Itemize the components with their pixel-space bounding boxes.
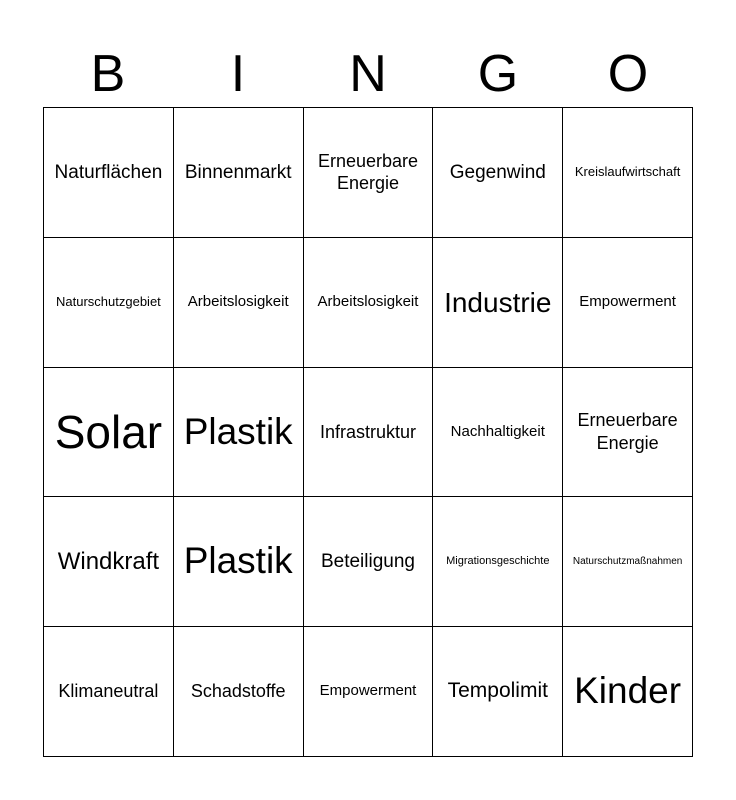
bingo-cell[interactable] [174,238,304,368]
bingo-cell[interactable] [563,497,693,627]
bingo-cell[interactable] [563,238,693,368]
bingo-cell[interactable] [44,108,174,238]
header-letter-i: I [230,45,246,103]
cell-label: Empowerment [579,292,676,310]
bingo-cell[interactable] [44,238,174,368]
bingo-cell[interactable] [174,108,304,238]
cell-label: Arbeitslosigkeit [187,292,289,310]
cell-label: Naturflächen [54,161,163,183]
bingo-cell[interactable] [433,627,563,757]
cell-label: Infrastruktur [319,421,416,442]
bingo-cell[interactable] [304,368,434,498]
bingo-cell[interactable] [44,497,174,627]
cell-label: Erneuerbare Energie [577,410,678,453]
cell-label: Tempolimit [447,679,548,703]
cell-label: Plastik [183,410,293,452]
cell-label: Plastik [183,540,293,582]
bingo-cell[interactable] [563,368,693,498]
cell-label: Empowerment [319,682,417,700]
cell-label: Gegenwind [449,161,546,183]
cell-label: Solar [54,405,163,458]
bingo-cell[interactable] [304,238,434,368]
bingo-grid [43,107,693,757]
bingo-cell[interactable] [304,497,434,627]
cell-label: Schadstoffe [190,681,286,702]
cell-label: Binnenmarkt [184,161,292,183]
bingo-cell[interactable] [174,627,304,757]
bingo-cell[interactable] [44,368,174,498]
cell-label: Naturschutzgebiet [56,294,161,310]
cell-label: Klimaneutral [58,681,159,702]
cell-label: Industrie [444,286,552,318]
cell-label: Beteiligung [320,550,415,572]
bingo-cell[interactable] [174,368,304,498]
cell-label: Windkraft [57,547,160,575]
cell-label: Nachhaltigkeit [450,422,545,440]
cell-label: Kreislaufwirtschaft [574,164,681,180]
header-letter-o: O [607,45,649,103]
bingo-cell[interactable] [563,108,693,238]
bingo-cell[interactable] [44,627,174,757]
bingo-cell[interactable] [433,368,563,498]
bingo-header [43,40,693,108]
bingo-cell[interactable] [304,108,434,238]
bingo-cell[interactable] [433,497,563,627]
cell-label: Migrationsgeschichte [446,554,550,567]
header-letter-g: G [477,45,519,103]
header-letter-n: N [349,45,387,103]
cell-label: Erneuerbare Energie [317,150,419,194]
cell-label: Kinder [574,670,682,712]
bingo-cell[interactable] [304,627,434,757]
bingo-cell[interactable] [433,238,563,368]
bingo-cell[interactable] [563,627,693,757]
cell-label: Arbeitslosigkeit [317,292,419,310]
bingo-cell[interactable] [174,497,304,627]
bingo-cell[interactable] [433,108,563,238]
cell-label: Naturschutzmaßnahmen [572,555,683,567]
header-letter-b: B [90,45,126,103]
